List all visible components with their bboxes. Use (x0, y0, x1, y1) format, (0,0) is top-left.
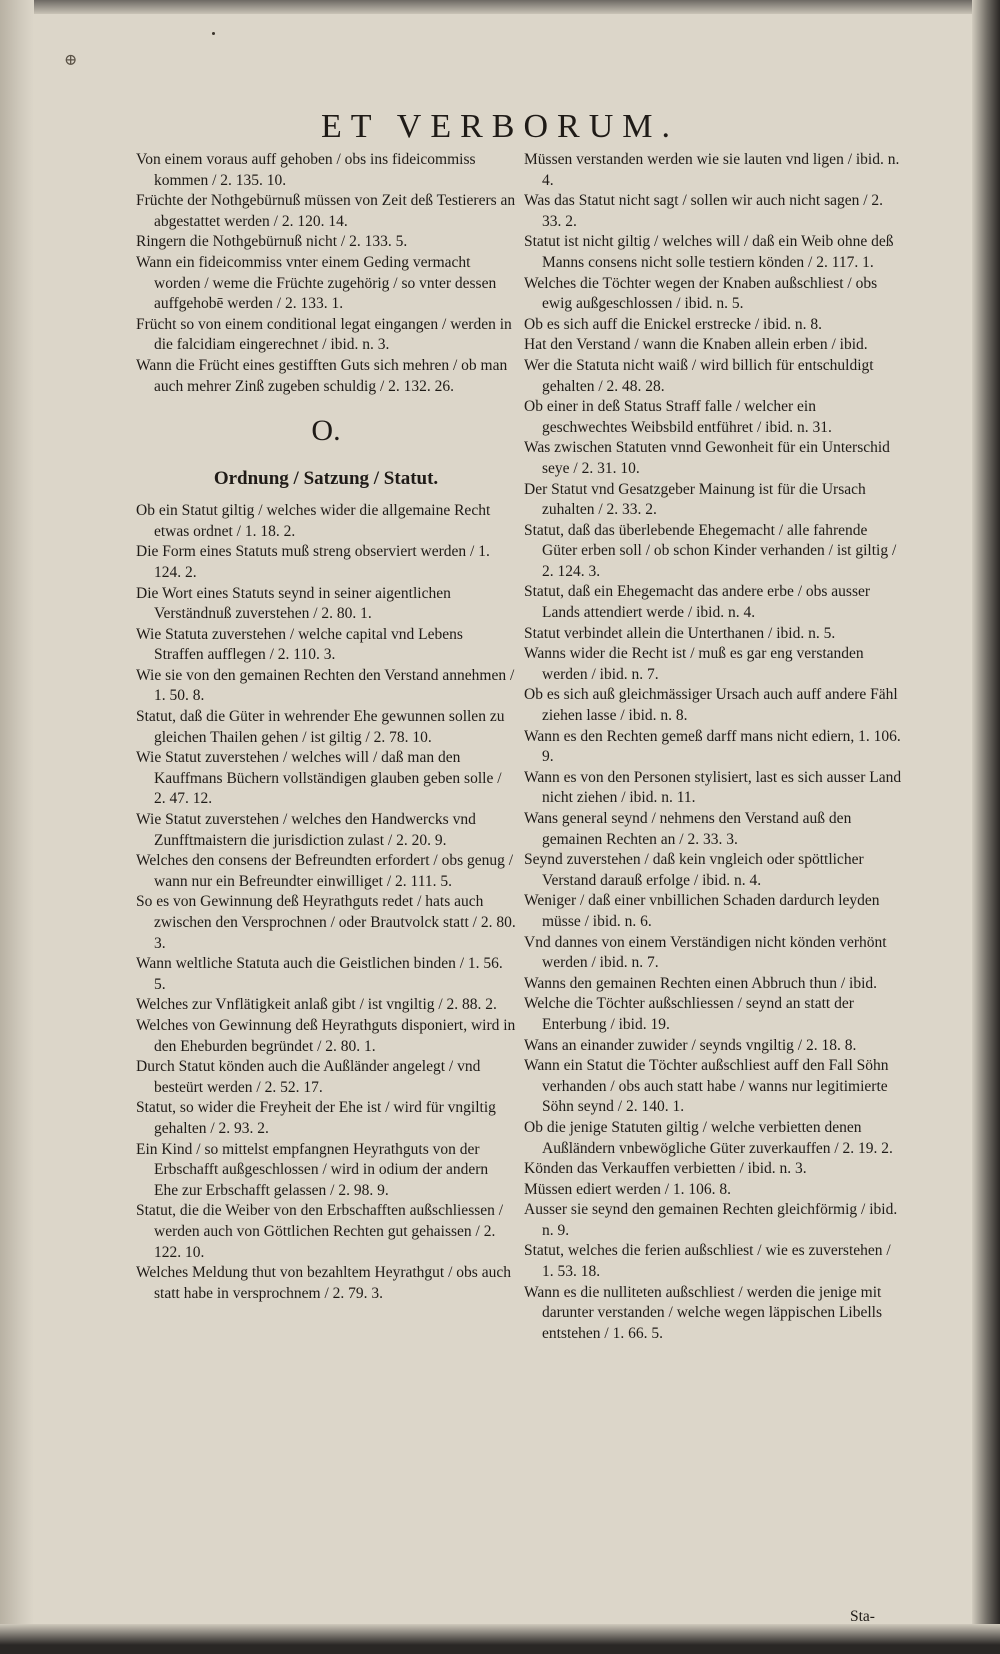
index-entry: Wann ein Statut die Töchter außschliest auff den Fall Söhn verhanden / obs auch statt habe / wanns nur legitimierte Söhn seynd / 2. 140. 1. (524, 1057, 889, 1116)
index-entry: Die Wort eines Statuts seynd in seiner aigentlichen Verständnuß zuverstehen / 2. 80. 1. (136, 584, 451, 623)
index-entry: Früchte der Nothgebürnuß müssen von Zeit deß Testierers an abgestattet werden / 2. 120. 14. (136, 192, 516, 230)
index-entry: Statut, daß ein Ehegemacht das andere erbe / obs ausser Lands attendiert werde / ibid. n. 4. (524, 583, 871, 622)
left-entries-before (136, 150, 516, 397)
page-right-edge (972, 0, 1000, 1654)
index-entry: Wer die Statuta nicht waiß / wird billich für entschuldigt gehalten / 2. 48. 28. (524, 356, 874, 395)
index-entry: Ob die jenige Statuten giltig / welche verbietten denen Außländern vnbewögliche Güter zuverkauffen / 2. 19. 2. (524, 1118, 893, 1157)
page-bottom-edge (0, 1624, 1000, 1654)
index-entry: Hat den Verstand / wann die Knaben allein erben / ibid. (524, 336, 868, 354)
right-entries (524, 150, 904, 1344)
left-entries-after (136, 501, 516, 1304)
page-gutter (0, 0, 34, 1654)
index-entry: Wanns wider die Recht ist / muß es gar eng verstanden werden / ibid. n. 7. (524, 645, 864, 683)
index-entry: Statut, welches die ferien außschliest / wie es zuverstehen / 1. 53. 18. (524, 1242, 891, 1281)
index-entry: Durch Statut könden auch die Außländer angelegt / vnd besteürt werden / 2. 52. 17. (136, 1058, 481, 1096)
index-entry: Was das Statut nicht sagt / sollen wir auch nicht sagen / 2. 33. 2. (524, 192, 884, 230)
index-entry: Statut, die die Weiber von den Erbschafften außschliessen / werden auch von Göttlichen Rechten gut gehaissen / 2. 122. 10. (136, 1202, 504, 1261)
ink-dot (212, 32, 215, 35)
index-entry: Statut, daß die Güter in wehrender Ehe gewunnen sollen zu gleichen Thailen gehen / ist giltig / 2. 78. 10. (136, 708, 505, 746)
index-entry: Wann es den Rechten gemeß darff mans nicht ediern, 1. 106. 9. (524, 727, 901, 766)
index-entry: Vnd dannes von einem Verständigen nicht könden verhönt werden / ibid. n. 7. (524, 933, 887, 972)
index-entry: Wanns den gemainen Rechten einen Abbruch thun / ibid. (524, 974, 878, 992)
index-entry: Ausser sie seynd den gemainen Rechten gleichförmig / ibid. n. 9. (524, 1201, 898, 1239)
index-entry: Wie Statut zuverstehen / welches den Handwercks vnd Zunfftmaistern die jurisdiction zulast / 2. 20. 9. (136, 811, 476, 849)
index-entry: Wann es die nulliteten außschliest / werden die jenige mit darunter verstanden / welche wegen läppischen Libells entstehen / 1. 66. 5. (524, 1283, 883, 1342)
index-entry: Wie sie von den gemainen Rechten den Verstand annehmen / 1. 50. 8. (136, 666, 515, 705)
index-entry: Der Statut vnd Gesatzgeber Mainung ist für die Ursach zuhalten / 2. 33. 2. (524, 480, 866, 519)
section-letter: O. (311, 414, 341, 448)
index-entry: Müssen verstanden werden wie sie lauten vnd ligen / ibid. n. 4. (524, 151, 900, 189)
index-entry: Welches den consens der Befreundten erfordert / obs genug / wann nur ein Befreundter einwilliget / 2. 111. 5. (136, 852, 514, 890)
index-entry: Welche die Töchter außschliessen / seynd an statt der Enterbung / ibid. 19. (524, 995, 854, 1033)
left-column (136, 150, 516, 1304)
index-entry: Ein Kind / so mittelst empfangnen Heyrathguts von der Erbschafft außgeschlossen / wird in odium der andern Ehe zur Erbschafft gelassen / 2. 98. 9. (136, 1140, 489, 1199)
index-entry: Ob ein Statut giltig / welches wider die allgemaine Recht etwas ordnet / 1. 18. 2. (136, 502, 491, 540)
index-entry: Statut verbindet allein die Unterthanen / ibid. n. 5. (524, 624, 836, 642)
index-entry: Was zwischen Statuten vnnd Gewonheit für ein Unterschid seye / 2. 31. 10. (524, 439, 890, 477)
index-entry: Welches zur Vnflätigkeit anlaß gibt / ist vngiltig / 2. 88. 2. (136, 996, 497, 1014)
index-entry: Wans an einander zuwider / seynds vngiltig / 2. 18. 8. (524, 1036, 857, 1054)
margin-mark-icon: ⊕ (64, 50, 78, 69)
index-entry: Ob einer in deß Status Straff falle / welcher ein geschwechtes Weibsbild entführet / ibid. n. 31. (524, 398, 832, 436)
index-entry: Müssen ediert werden / 1. 106. 8. (524, 1180, 732, 1198)
index-entry: Welches die Töchter wegen der Knaben außschliest / obs ewig außgeschlossen / ibid. n. 5. (524, 274, 878, 313)
index-entry: Statut, daß das überlebende Ehegemacht / alle fahrende Güter erben soll / ob schon Kinder verhanden / ist giltig / 2. 124. 3. (524, 521, 897, 580)
page-top-edge (0, 0, 1000, 14)
index-entry: Frücht so von einem conditional legat eingangen / werden in die falcidiam eingerechnet / ibid. n. 3. (136, 315, 512, 354)
index-entry: Wann weltliche Statuta auch die Geistlichen binden / 1. 56. 5. (136, 955, 503, 993)
index-entry: Wann es von den Personen stylisiert, last es sich ausser Land nicht ziehen / ibid. n. 11. (524, 768, 902, 807)
index-entry: Wann die Frücht eines gestifften Guts sich mehren / ob man auch mehrer Zinß zugeben schuldig / 2. 132. 26. (136, 356, 508, 395)
index-entry: Die Form eines Statuts muß streng observiert werden / 1. 124. 2. (136, 543, 490, 581)
index-entry: Wie Statut zuverstehen / welches will / daß man den Kauffmans Büchern vollständigen glauben geben solle / 2. 47. 12. (136, 749, 502, 808)
index-entry: Wann ein fideicommiss vnter einem Geding vermacht worden / weme die Früchte zugehörig / so vnter dessen auffgehobē werden / 2. 133. 1. (136, 253, 497, 313)
catchword: Sta- (850, 1608, 875, 1625)
page-heading: ET VERBORUM. (320, 108, 679, 145)
index-entry: Von einem voraus auff gehoben / obs ins fideicommiss kommen / 2. 135. 10. (136, 151, 476, 189)
index-entry: Könden das Verkauffen verbietten / ibid. n. 3. (524, 1160, 807, 1178)
index-entry: Weniger / daß einer vnbillichen Schaden dardurch leyden müsse / ibid. n. 6. (524, 892, 880, 930)
index-entry: Statut ist nicht giltig / welches will / daß ein Weib ohne deß Manns consens nicht solle testiern könden / 2. 117. 1. (524, 233, 894, 271)
index-entry: Wie Statuta zuverstehen / welche capital vnd Lebens Straffen aufflegen / 2. 110. 3. (136, 625, 463, 664)
index-entry: Statut, so wider die Freyheit der Ehe ist / wird für vngiltig gehalten / 2. 93. 2. (136, 1099, 496, 1137)
index-entry: Welches Meldung thut von bezahltem Heyrathgut / obs auch statt habe in versprochnem / 2. 79. 3. (136, 1264, 511, 1302)
right-column (524, 150, 904, 1344)
section-title: Ordnung / Satzung / Statut. (213, 468, 439, 490)
index-entry: Ob es sich auff die Enickel erstrecke / ibid. n. 8. (524, 315, 822, 333)
index-entry: Ob es sich auß gleichmässiger Ursach auch auff andere Fähl ziehen lasse / ibid. n. 8. (524, 686, 898, 725)
index-entry: Ringern die Nothgebürnuß nicht / 2. 133. 5. (136, 233, 408, 251)
index-entry: Seynd zuverstehen / daß kein vngleich oder spöttlicher Verstand darauß erfolge / ibid. n. 4. (524, 851, 864, 889)
index-entry: Welches von Gewinnung deß Heyrathguts disponiert, wird in den Eheburden begründet / 2. 80. 1. (136, 1016, 516, 1055)
index-entry: Wans general seynd / nehmens den Verstand auß den gemainen Rechten an / 2. 33. 3. (524, 810, 852, 848)
index-entry: So es von Gewinnung deß Heyrathguts redet / hats auch zwischen den Versprochnen / oder Brautvolck statt / 2. 80. 3. (136, 893, 516, 952)
